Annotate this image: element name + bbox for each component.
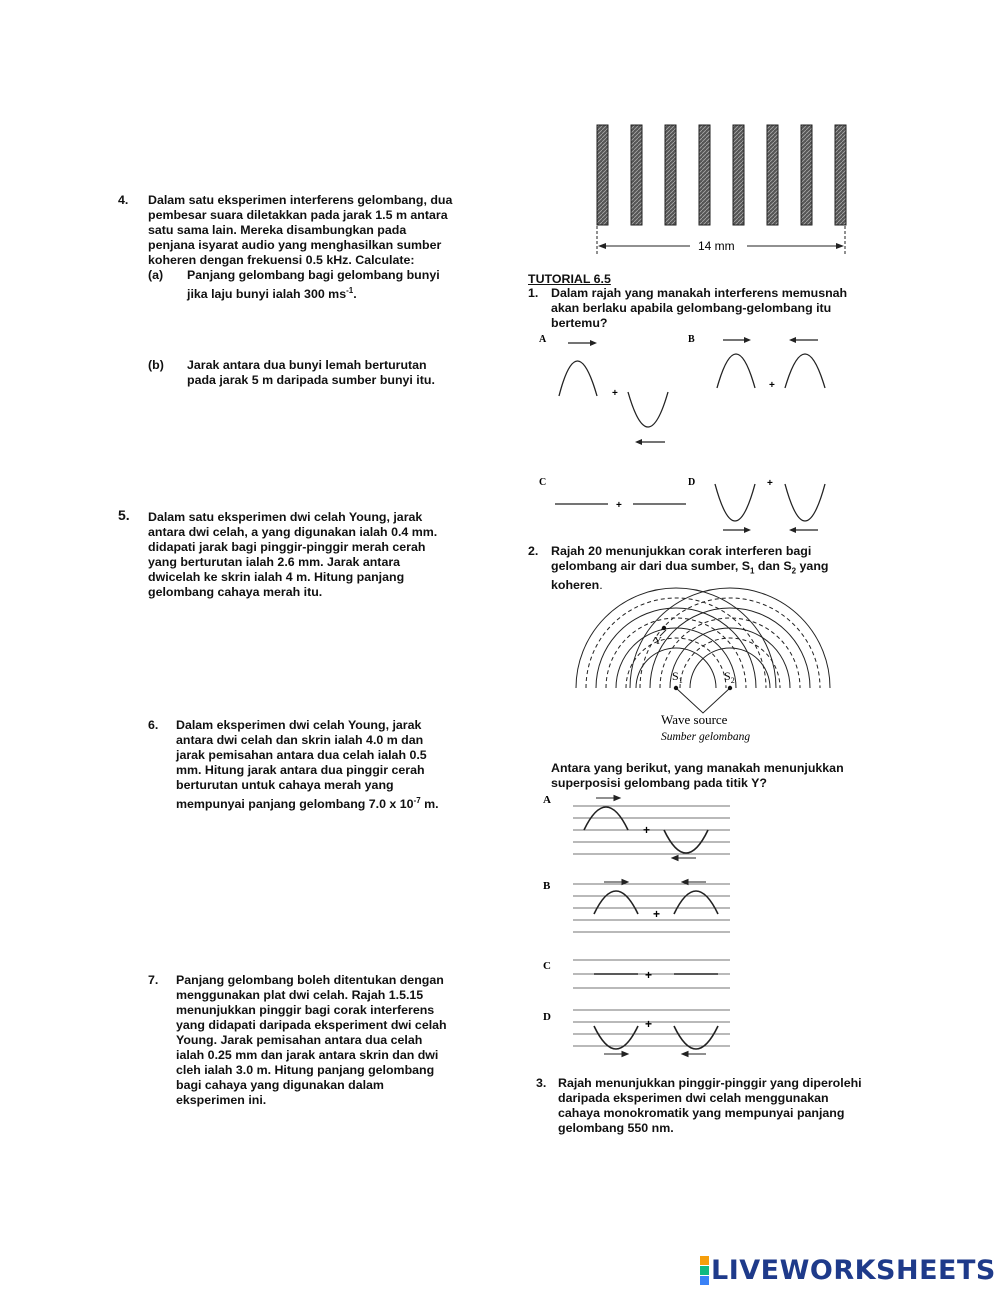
tutorial-question-2-line2b: dan S — [754, 559, 792, 573]
source-s1-dot — [674, 686, 678, 690]
fringe-arrow-right — [836, 243, 844, 249]
question-6-sup: -7 — [413, 796, 421, 805]
question-6-end: m. — [420, 797, 439, 812]
logo-block-1 — [700, 1256, 709, 1265]
tutorial-question-1 — [528, 286, 888, 331]
tutorial-question-2-prompt — [551, 761, 891, 791]
arrowhead — [590, 340, 597, 346]
arrowhead — [744, 527, 751, 533]
question-7 — [148, 973, 488, 1108]
question-4a-text: Panjang gelombang bagi gelombang bunyi jika laju bunyi ialah 300 ms — [187, 268, 440, 302]
t2-option-b-plus: + — [653, 907, 661, 921]
t2-option-c-plus: + — [645, 968, 653, 982]
liveworksheets-logo[interactable] — [700, 1255, 996, 1285]
t2-option-b-crest-2 — [674, 891, 718, 914]
arrowhead — [744, 337, 751, 343]
liveworksheets-logo-text: LIVEWORKSHEETS — [711, 1254, 996, 1286]
tutorial-question-1-text: Dalam rajah yang manakah interferens memusnah akan berlaku apabila gelombang-gelombang itu bertemu? — [551, 286, 848, 330]
t2-option-d-trough-2 — [674, 1026, 718, 1049]
question-6-number: 6. — [148, 718, 159, 732]
t2-option-b-label: B — [543, 880, 551, 892]
question-4a-end: . — [353, 287, 357, 302]
t2-option-a-crest — [584, 807, 628, 830]
tutorial-question-2-line2a: gelombang air dari dua sumber, S — [551, 559, 750, 573]
option-c-plus: + — [616, 500, 622, 511]
arrowhead — [635, 439, 642, 445]
question-5-text: Dalam satu eksperimen dwi celah Young, jarak antara dwi celah, a yang digunakan ialah 0.4 mm. didapati jarak bagi pinggir-pinggir merah cerah yang berturutan ialah 2.6 mm. Jarak antara dwicelah ke skrin ialah 4 m. Hitung panjang gelombang cahaya merah itu. — [148, 510, 438, 599]
fringe-bar — [631, 125, 642, 225]
tutorial-question-2-line3: koheren — [551, 578, 600, 593]
option-a-plus: + — [612, 388, 618, 399]
tutorial-question-3 — [536, 1076, 896, 1136]
question-6-text: Dalam eksperimen dwi celah Young, jarak antara dwi celah dan skrin ialah 4.0 m dan jarak pemisahan antara dua celah ialah 0.5 mm. Hitung jarak antara dua pinggir cerah berturutan untuk cahaya merah yang — [176, 718, 427, 792]
tutorial-question-3-number: 3. — [536, 1076, 547, 1090]
fringe-arrow-left — [598, 243, 606, 249]
question-7-number: 7. — [148, 973, 159, 987]
tutorial-question-2-line2c: yang — [796, 559, 829, 573]
point-y-dot — [662, 626, 666, 630]
option-d-trough-1 — [715, 484, 755, 521]
tutorial-question-2-sub1: 1 — [750, 566, 755, 576]
point-y-label: Y — [654, 635, 662, 647]
tutorial-1-options-figure — [535, 332, 845, 542]
option-a-crest — [559, 361, 597, 396]
option-a-label: A — [539, 334, 547, 345]
tutorial-2-options-figure — [540, 790, 740, 1060]
tutorial-title: TUTORIAL 6.5 — [528, 272, 611, 286]
tutorial-question-3-text: Rajah menunjukkan pinggir-pinggir yang diperolehi daripada eksperimen dwi celah menggunakan cahaya monokromatik yang mempunyai panjang gelombang 550 nm. — [558, 1076, 862, 1135]
logo-block-3 — [700, 1276, 709, 1285]
tutorial-question-2-prompt-text: Antara yang berikut, yang manakah menunjukkan superposisi gelombang pada titik Y? — [551, 761, 844, 790]
arrowhead — [789, 337, 796, 343]
option-c-label: C — [539, 477, 547, 488]
question-4-text: Dalam satu eksperimen interferens gelombang, dua pembesar suara diletakkan pada jarak 1.5 m antara satu sama lain. Mereka disambungkan pada penjana isyarat audio yang menghasilkan sumber koheren dengan frekuensi 0.5 kHz. Calculate: — [148, 193, 453, 267]
fringe-length-label: 14 mm — [698, 239, 735, 253]
wave-source-pointer — [676, 688, 730, 713]
question-4-number: 4. — [118, 193, 129, 207]
fringe-bars — [597, 125, 846, 225]
wave-source-caption: Wave source — [661, 712, 728, 727]
tutorial-question-2-line3-end: . — [599, 578, 603, 593]
fringe-bar — [733, 125, 744, 225]
fringe-bar — [835, 125, 846, 225]
option-d-plus: + — [767, 478, 773, 489]
tutorial-question-2-number: 2. — [528, 544, 539, 558]
question-4b — [148, 358, 508, 388]
tutorial-question-2-sub2: 2 — [791, 566, 797, 576]
option-b-crest-1 — [717, 354, 755, 388]
source-s2-label: $S_2$ — [724, 669, 735, 685]
option-a-trough — [628, 392, 668, 427]
wave-source-caption-italic: Sumber gelombang — [661, 731, 751, 743]
question-4 — [118, 193, 498, 268]
tutorial-question-2-line1: Rajah 20 menunjukkan corak interferen bagi — [551, 544, 812, 558]
t2-option-d-trough-1 — [594, 1026, 638, 1049]
option-b-label: B — [688, 334, 695, 345]
t2-option-c-label: C — [543, 960, 551, 972]
question-4a — [148, 268, 508, 302]
question-4a-sup: -1 — [346, 286, 354, 295]
fringe-pattern-figure — [590, 118, 860, 258]
question-7-text: Panjang gelombang boleh ditentukan dengan menggunakan plat dwi celah. Rajah 1.5.15 menunjukkan pinggir bagi corak interferens yang didapati daripada eksperiment dwi celah Young. Jarak pemisahan antara dua celah ialah 0.25 mm dan jarak antara skrin dan dwi cleh ialah 3.0 m. Hitung panjang gelombang bagi cahaya yang digunakan dalam eksperimen ini. — [176, 973, 447, 1107]
tutorial-question-2 — [528, 544, 888, 593]
logo-block-2 — [700, 1266, 709, 1275]
t2-option-b-crest-1 — [594, 891, 638, 914]
t2-option-a-plus: + — [643, 823, 651, 837]
option-b-crest-2 — [785, 354, 825, 388]
source-s1-label: $S_1$ — [672, 669, 683, 685]
question-6 — [148, 718, 488, 812]
option-b-plus: + — [769, 380, 775, 391]
fringe-bar — [597, 125, 608, 225]
arrowhead — [789, 527, 796, 533]
source-s2-dot — [728, 686, 732, 690]
question-6-last-line: mempunyai panjang gelombang 7.0 x 10 — [176, 797, 414, 812]
option-d-trough-2 — [785, 484, 825, 521]
t2-option-a-trough — [664, 830, 708, 853]
t2-option-d-plus: + — [645, 1017, 653, 1031]
t2-option-d-label: D — [543, 1011, 551, 1023]
fringe-bar — [699, 125, 710, 225]
fringe-bar — [801, 125, 812, 225]
liveworksheets-logo-icon — [700, 1255, 709, 1285]
question-4b-text: Jarak antara dua bunyi lemah berturutan pada jarak 5 m daripada sumber bunyi itu. — [187, 358, 435, 387]
fringe-bar — [767, 125, 778, 225]
option-d-label: D — [688, 477, 696, 488]
tutorial-question-1-number: 1. — [528, 286, 539, 300]
wave-interference-figure — [568, 588, 838, 748]
question-4a-label: (a) — [148, 268, 164, 282]
question-4b-label: (b) — [148, 358, 164, 372]
question-5 — [118, 508, 498, 600]
t2-option-a-label: A — [543, 794, 551, 806]
fringe-bar — [665, 125, 676, 225]
question-5-number: 5. — [118, 507, 130, 523]
